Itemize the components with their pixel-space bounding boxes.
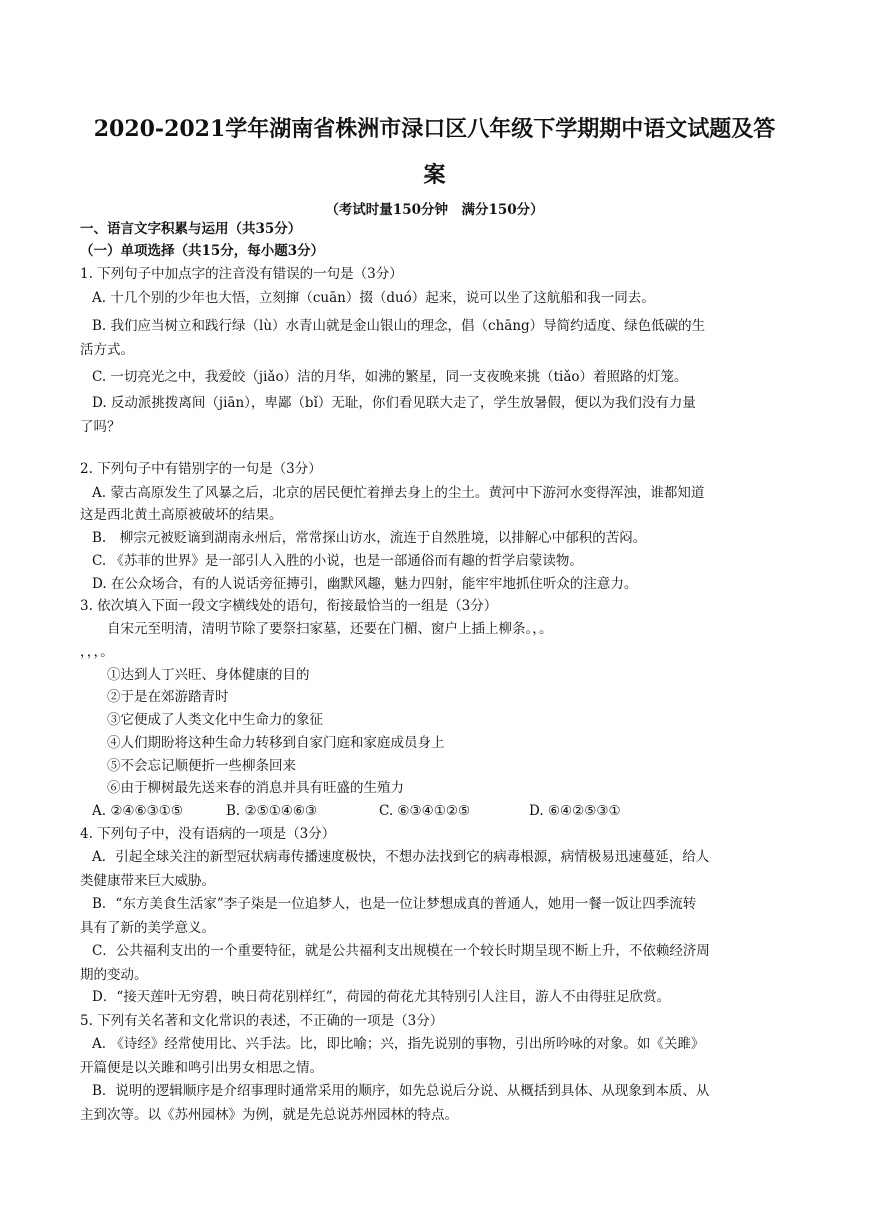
question-3-passage-continued: ，，，。	[80, 644, 114, 660]
question-4-option-b: B．“东方美食生活家”李子柒是一位追梦人，也是一位让梦想成真的普通人，她用一餐一饭让四季流转	[92, 896, 697, 912]
section-heading: 一、语言文字积累与运用（共35分）	[80, 221, 302, 237]
question-3-item: ④人们期盼将这种生命力转移到自家门庭和家庭成员身上	[107, 735, 445, 751]
document-title-line-2: 案	[423, 162, 446, 188]
question-3-stem: 3. 依次填入下面一段文字横线处的语句，衔接最恰当的一组是（3分）	[80, 598, 498, 614]
question-3-item: ①达到人丁兴旺、身体健康的目的	[107, 667, 310, 683]
question-3-option-a: A. ②④⑥③①⑤	[92, 803, 183, 819]
question-3-item: ⑥由于柳树最先送来春的消息并具有旺盛的生殖力	[107, 780, 404, 796]
sub-section-heading: （一）单项选择（共15分，每小题3分）	[80, 243, 325, 259]
question-1-option-a: A. 十几个别的少年也大悟，立刻撺（cuān）掇（duó）起来，说可以坐了这航船和我一同去。	[92, 290, 655, 306]
question-5-option-a-continued: 开篇便是以关雎和鸣引出男女相思之情。	[80, 1060, 323, 1076]
question-3-item: ②于是在郊游踏青时	[107, 689, 229, 705]
question-2-option-d: D. 在公众场合，有的人说话旁征摶引，幽默风趣，魅力四射，能牢牢地抓住听众的注意力。	[92, 576, 638, 592]
question-5-option-a: A. 《诗经》经常使用比、兴手法。比，即比喻；兴，指先说别的事物，引出所吟咏的对象。如《关雎》	[92, 1036, 705, 1052]
question-2-option-a-continued: 这是西北黄土高原被破坏的结果。	[80, 507, 283, 523]
question-3-passage: 自宋元至明清，清明节除了要祭扫家墓，还要在门楣、窗户上插上柳条。，。	[107, 621, 553, 637]
question-1-option-b: B. 我们应当树立和践行绿（lù）水青山就是金山银山的理念，倡（chāng）导简约适度、绿色低碳的生	[92, 318, 706, 334]
document-title-line-1: 2020-2021学年湖南省株洲市渌口区八年级下学期期中语文试题及答	[93, 116, 776, 142]
question-4-option-d: D．“接天莲叶无穷碧，映日荷花别样红”，荷园的荷花尤其特别引人注目，游人不由得驻足欣赏。	[92, 989, 671, 1005]
question-3-options	[92, 802, 804, 820]
question-5-option-b-continued: 主到次等。以《苏州园林》为例，就是先总说苏州园林的特点。	[80, 1107, 458, 1123]
question-1-option-c: C. 一切亮光之中，我爱皎（jiǎo）洁的月华，如沸的繁星，同一支夜晚来挑（tiǎo）着照路的灯笼。	[92, 369, 688, 385]
question-5-option-b: B．说明的逻辑顺序是介绍事理时通常采用的顺序，如先总说后分说、从概括到具体、从现象到本质、从	[92, 1083, 710, 1099]
question-3-option-b: B. ②⑤①④⑥③	[226, 803, 318, 819]
question-2-option-a: A. 蒙古高原发生了风暴之后，北京的居民便忙着掸去身上的尘土。黄河中下游河水变得浑浊，谁都知道	[92, 485, 705, 501]
question-2-stem: 2. 下列句子中有错别字的一句是（3分）	[80, 461, 322, 477]
question-4-option-c-continued: 期的变动。	[80, 967, 148, 983]
question-2-option-c: C. 《苏菲的世界》是一部引人入胜的小说，也是一部通俗而有趣的哲学启蒙读物。	[92, 553, 583, 569]
question-3-item: ⑤不会忘记顺便折一些柳条回来	[107, 758, 296, 774]
question-4-option-b-continued: 具有了新的美学意义。	[80, 920, 215, 936]
question-3-option-d: D. ⑥④②⑤③①	[529, 803, 621, 819]
question-5-stem: 5. 下列有关名著和文化常识的表述，不正确的一项是（3分）	[80, 1013, 444, 1029]
question-3-option-c: C. ⑥③④①②⑤	[379, 803, 471, 819]
question-4-option-c: C．公共福利支出的一个重要特征，就是公共福利支出规模在一个较长时期呈现不断上升，不依赖经济周	[92, 943, 710, 959]
exam-duration-and-score: （考试时量150分钟 满分150分）	[325, 202, 544, 218]
question-1-option-d-continued: 了吗？	[80, 419, 121, 435]
question-4-option-a: A．引起全球关注的新型冠状病毒传播速度极快，不想办法找到它的病毒根源，病情极易迅速蔓延，给人	[92, 849, 710, 865]
question-4-stem: 4. 下列句子中，没有语病的一项是（3分）	[80, 826, 336, 842]
question-2-option-b: B. 柳宗元被贬谪到湖南永州后，常常探山访水，流连于自然胜境，以排解心中郁积的苦闷。	[92, 530, 647, 546]
question-3-item: ③它便成了人类文化中生命力的象征	[107, 712, 323, 728]
question-1-option-b-continued: 活方式。	[80, 342, 134, 358]
question-1-stem: 1. 下列句子中加点字的注音没有错误的一句是（3分）	[80, 266, 403, 282]
question-4-option-a-continued: 类健康带来巨大威胁。	[80, 873, 215, 889]
question-1-option-d: D. 反动派挑拨离间（jiān），卑鄙（bǐ）无耻，你们看见联大走了，学生放暑假，便以为我们没有力量	[92, 395, 696, 411]
